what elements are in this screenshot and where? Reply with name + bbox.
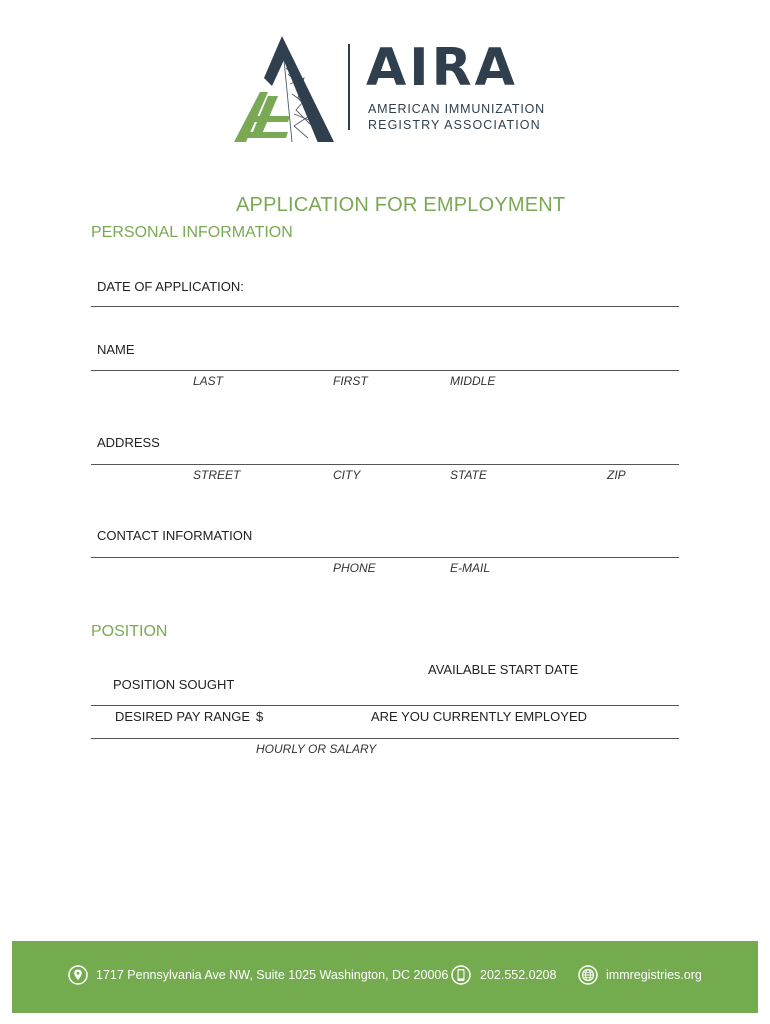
name-middle-caption: MIDDLE [450,374,496,388]
name-label: NAME [97,342,135,357]
logo-tagline-line2: REGISTRY ASSOCIATION [368,118,541,132]
aira-logo [232,34,545,146]
footer-website[interactable]: immregistries.org [606,968,702,982]
footer-phone[interactable]: 202.552.0208 [480,968,557,982]
form-title: APPLICATION FOR EMPLOYMENT [236,194,566,216]
pay-range-line[interactable] [91,738,679,739]
address-zip-caption: ZIP [607,468,626,482]
name-line[interactable] [91,370,679,371]
position-sought-label: POSITION SOUGHT [113,677,235,692]
footer-bar [12,941,758,1013]
logo-tagline-line1: AMERICAN IMMUNIZATION [368,102,545,116]
footer-address: 1717 Pennsylvania Ave NW, Suite 1025 Washington, DC 20006 [96,968,449,982]
contact-email-caption: E-MAIL [450,561,491,575]
date-of-application-line[interactable] [91,306,679,307]
pay-dollar-sign: $ [256,709,264,724]
name-last-caption: LAST [193,374,224,388]
address-label: ADDRESS [97,435,160,450]
location-pin-icon [68,965,88,985]
currently-employed-label: ARE YOU CURRENTLY EMPLOYED [371,709,587,724]
address-state-caption: STATE [450,468,487,482]
name-first-caption: FIRST [333,374,368,388]
address-street-caption: STREET [193,468,241,482]
position-heading: POSITION [91,623,168,640]
contact-line[interactable] [91,557,679,558]
position-sought-line[interactable] [91,705,679,706]
available-start-date-label: AVAILABLE START DATE [428,662,579,677]
phone-icon [451,965,471,985]
hourly-or-salary-caption: HOURLY OR SALARY [256,742,377,756]
personal-info-heading: PERSONAL INFORMATION [91,224,293,241]
desired-pay-range-label: DESIRED PAY RANGE [115,709,251,724]
address-city-caption: CITY [333,468,361,482]
contact-info-label: CONTACT INFORMATION [97,528,253,543]
logo-divider [348,44,350,130]
aira-logo-mark [232,34,342,146]
contact-phone-caption: PHONE [333,561,376,575]
globe-icon [578,965,598,985]
date-of-application-label: DATE OF APPLICATION: [97,279,244,294]
address-line[interactable] [91,464,679,465]
logo-wordmark: AIRA [366,38,518,98]
